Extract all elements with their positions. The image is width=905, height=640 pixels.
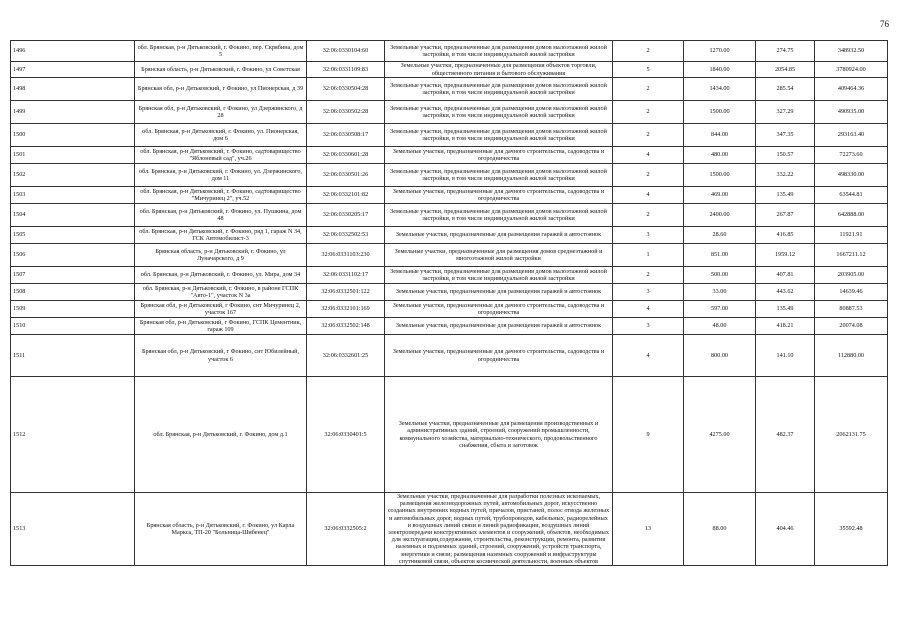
address-cell: обл. Брянская, р-н Дятьковский, г. Фокино, ул. Мира, дом 34 <box>135 267 307 284</box>
area-cell: 1500.00 <box>684 164 756 187</box>
specific-value-cell: 443.62 <box>756 284 815 301</box>
land-use-cell: Земельные участки, предназначенные для размещения домов малоэтажной жилой застройки, в том числе индивидуальной жилой застройки <box>385 164 613 187</box>
area-cell: 469.00 <box>684 187 756 204</box>
group-number-cell: 13 <box>613 493 684 566</box>
area-cell: 1434.00 <box>684 78 756 101</box>
row-number: 1509 <box>11 301 135 318</box>
row-number: 1508 <box>11 284 135 301</box>
group-number-cell: 3 <box>613 284 684 301</box>
specific-value-cell: 482.37 <box>756 377 815 493</box>
specific-value-cell: 135.49 <box>756 301 815 318</box>
row-number: 1496 <box>11 41 135 62</box>
page-number: 76 <box>880 19 889 29</box>
cadastral-number-cell: 32:06:0330508:17 <box>307 124 385 147</box>
address-cell: обл. Брянская, р-н Дятьковский, г. Фокино, ул. Пионерская, дом 6 <box>135 124 307 147</box>
cadastral-value-cell: 11921.91 <box>815 227 888 244</box>
specific-value-cell: 347.35 <box>756 124 815 147</box>
row-number: 1507 <box>11 267 135 284</box>
table-row <box>11 267 888 284</box>
area-cell: 800.00 <box>684 335 756 377</box>
area-cell: 480.00 <box>684 147 756 164</box>
row-number: 1513 <box>11 493 135 566</box>
row-number: 1512 <box>11 377 135 493</box>
row-number: 1503 <box>11 187 135 204</box>
cadastral-value-cell: 1667211.12 <box>815 244 888 267</box>
area-cell: 28.60 <box>684 227 756 244</box>
table-row <box>11 377 888 493</box>
specific-value-cell: 327.29 <box>756 101 815 124</box>
cadastral-value-cell: 642888.00 <box>815 204 888 227</box>
cadastral-number-cell: 32:06:0330205:17 <box>307 204 385 227</box>
cadastral-value-cell: 409464.36 <box>815 78 888 101</box>
address-cell: обл. Брянская, р-н Дятьковский, г. Фокино, ул. Пушкина, дом 48 <box>135 204 307 227</box>
table-row <box>11 164 888 187</box>
address-cell: обл. Брянская, р-н Дятьковский, г. Фокино, дом д.1 <box>135 377 307 493</box>
area-cell: 48.00 <box>684 318 756 335</box>
row-number: 1510 <box>11 318 135 335</box>
cadastral-value-cell: 14639.46 <box>815 284 888 301</box>
table-row <box>11 244 888 267</box>
row-number: 1504 <box>11 204 135 227</box>
area-cell: 1840.00 <box>684 62 756 78</box>
address-cell: Брянская обл, р-н Дятьковский, г Фокино, снт Мичуринец 2, участок 167 <box>135 301 307 318</box>
cadastral-number-cell: 32:06:0330401:5 <box>307 377 385 493</box>
area-cell: 4275.00 <box>684 377 756 493</box>
cadastral-number-cell: 32:06:0330104:60 <box>307 41 385 62</box>
registry-body <box>11 41 888 566</box>
land-use-cell: Земельные участки, предназначенные для дачного строительства, садоводства и огородничества <box>385 335 613 377</box>
cadastral-value-cell: 490935.00 <box>815 101 888 124</box>
address-cell: Брянская область, р-н Дятьковский, г. Фокино, ул Советская <box>135 62 307 78</box>
land-use-cell: Земельные участки, предназначенные для размещения домов малоэтажной жилой застройки, в том числе индивидуальной жилой застройки <box>385 78 613 101</box>
specific-value-cell: 135.49 <box>756 187 815 204</box>
cadastral-value-cell: 348932.50 <box>815 41 888 62</box>
land-use-cell: Земельные участки, предназначенные для размещения домов среднеэтажной и многоэтажной жилой застройки <box>385 244 613 267</box>
row-number: 1502 <box>11 164 135 187</box>
area-cell: 1270.00 <box>684 41 756 62</box>
cadastral-value-cell: 112880.00 <box>815 335 888 377</box>
group-number-cell: 2 <box>613 101 684 124</box>
cadastral-number-cell: 32:06:0332601:25 <box>307 335 385 377</box>
group-number-cell: 2 <box>613 204 684 227</box>
cadastral-number-cell: 32:06:0330504:28 <box>307 78 385 101</box>
address-cell: обл. Брянская, р-н Дятьковский, г. Фокино, ул. Дзержинского, дом 11 <box>135 164 307 187</box>
land-use-cell: Земельные участки, предназначенные для размещения домов малоэтажной жилой застройки, в том числе индивидуальной жилой застройки <box>385 41 613 62</box>
row-number: 1499 <box>11 101 135 124</box>
table-row <box>11 62 888 78</box>
table-row <box>11 301 888 318</box>
cadastral-value-cell: 63544.81 <box>815 187 888 204</box>
group-number-cell: 3 <box>613 227 684 244</box>
group-number-cell: 3 <box>613 318 684 335</box>
table-row <box>11 124 888 147</box>
land-use-cell: Земельные участки, предназначенные для размещения домов малоэтажной жилой застройки, в том числе индивидуальной жилой застройки <box>385 124 613 147</box>
land-use-cell: Земельные участки, предназначенные для размещения производственных и административных зданий, строений, сооружений промышленности, коммунального хозяйства, материально-технического, продовольственного снабжения, сбыта и заготовок <box>385 377 613 493</box>
group-number-cell: 4 <box>613 301 684 318</box>
specific-value-cell: 407.81 <box>756 267 815 284</box>
group-number-cell: 4 <box>613 147 684 164</box>
address-cell: обл. Брянская, р-н Дятьковский, г. Фокино, садтоварищество "Яблоневый сад", уч.26 <box>135 147 307 164</box>
row-number: 1511 <box>11 335 135 377</box>
group-number-cell: 4 <box>613 187 684 204</box>
row-number: 1497 <box>11 62 135 78</box>
row-number: 1500 <box>11 124 135 147</box>
specific-value-cell: 274.75 <box>756 41 815 62</box>
area-cell: 33.00 <box>684 284 756 301</box>
address-cell: Брянская область, р-н Дятьковский, г. Фокино, ул Карла Маркса, ТП-20 "Больница-Шибенец" <box>135 493 307 566</box>
row-number: 1501 <box>11 147 135 164</box>
cadastral-value-cell: 20074.08 <box>815 318 888 335</box>
area-cell: 597.00 <box>684 301 756 318</box>
land-use-cell: Земельные участки, предназначенные для размещения объектов торговли, общественного питания и бытового обслуживания <box>385 62 613 78</box>
specific-value-cell: 416.85 <box>756 227 815 244</box>
land-use-cell: Земельные участки, предназначенные для дачного строительства, садоводства и огородничества <box>385 147 613 164</box>
specific-value-cell: 267.87 <box>756 204 815 227</box>
group-number-cell: 1 <box>613 244 684 267</box>
cadastral-number-cell: 32:06:0332101:169 <box>307 301 385 318</box>
group-number-cell: 2 <box>613 41 684 62</box>
area-cell: 88.00 <box>684 493 756 566</box>
table-row <box>11 187 888 204</box>
cadastral-number-cell: 32:06:0332505:2 <box>307 493 385 566</box>
address-cell: Брянская обл, р-н Дятьковский, г Фокино, ул Дзержинского, д 28 <box>135 101 307 124</box>
land-use-cell: Земельные участки, предназначенные для размещения гаражей и автостоянок <box>385 284 613 301</box>
cadastral-number-cell: 32:06:0332502:53 <box>307 227 385 244</box>
cadastral-value-cell: 35592.48 <box>815 493 888 566</box>
land-use-cell: Земельные участки, предназначенные для размещения домов малоэтажной жилой застройки, в том числе индивидуальной жилой застройки <box>385 101 613 124</box>
group-number-cell: 9 <box>613 377 684 493</box>
specific-value-cell: 418.21 <box>756 318 815 335</box>
specific-value-cell: 150.57 <box>756 147 815 164</box>
cadastral-number-cell: 32:06:0330502:28 <box>307 101 385 124</box>
table-row <box>11 335 888 377</box>
cadastral-number-cell: 32:06:0332501:122 <box>307 284 385 301</box>
cadastral-number-cell: 32:06:0331102:17 <box>307 267 385 284</box>
group-number-cell: 2 <box>613 124 684 147</box>
land-use-cell: Земельные участки, предназначенные для размещения домов малоэтажной жилой застройки, в том числе индивидуальной жилой застройки <box>385 204 613 227</box>
cadastral-value-cell: 293163.40 <box>815 124 888 147</box>
cadastral-value-cell: 80887.53 <box>815 301 888 318</box>
cadastral-value-cell: 203905.00 <box>815 267 888 284</box>
group-number-cell: 4 <box>613 335 684 377</box>
table-row <box>11 204 888 227</box>
group-number-cell: 2 <box>613 164 684 187</box>
cadastral-value-cell: 72273.60 <box>815 147 888 164</box>
address-cell: Брянская область, р-н Дятьковский, г. Фокино, ул Луначарского, д 9 <box>135 244 307 267</box>
specific-value-cell: 332.22 <box>756 164 815 187</box>
address-cell: Брянская обл, р-н Дятьковский, г Фокино, ул Пионерская, д 39 <box>135 78 307 101</box>
group-number-cell: 2 <box>613 267 684 284</box>
land-use-cell: Земельные участки, предназначенные для дачного строительства, садоводства и огородничества <box>385 301 613 318</box>
specific-value-cell: 404.46 <box>756 493 815 566</box>
cadastral-value-cell: 498330.00 <box>815 164 888 187</box>
table-row <box>11 227 888 244</box>
cadastral-number-cell: 32:06:0331103:230 <box>307 244 385 267</box>
cadastral-value-cell: 3780924.00 <box>815 62 888 78</box>
group-number-cell: 5 <box>613 62 684 78</box>
specific-value-cell: 285.54 <box>756 78 815 101</box>
row-number: 1498 <box>11 78 135 101</box>
land-use-cell: Земельные участки, предназначенные для размещения домов малоэтажной жилой застройки, в том числе индивидуальной жилой застройки <box>385 267 613 284</box>
table-row <box>11 41 888 62</box>
cadastral-number-cell: 32:06:0331109:83 <box>307 62 385 78</box>
table-row <box>11 318 888 335</box>
row-number: 1506 <box>11 244 135 267</box>
area-cell: 2400.00 <box>684 204 756 227</box>
land-use-cell: Земельные участки, предназначенные для дачного строительства, садоводства и огородничества <box>385 187 613 204</box>
specific-value-cell: 2054.85 <box>756 62 815 78</box>
table-row <box>11 284 888 301</box>
table-row <box>11 147 888 164</box>
land-use-cell: Земельные участки, предназначенные для разработки полезных ископаемых, размещения железнодорожных путей, автомобильных дорог, искусственно созданных внутренних водных путей, причалов, пристаней, полос отвода железных и автомобильных дорог, водных путей, трубопроводов, кабельных, радиорелейных и воздушных линий связи и линий радиофикации, воздушных линий электропередачи конструктивных элементов и сооружений, объектов, необходимых для эксплуатации,содержания, строительства, реконструкции, ремонта, развития наземных и подземных зданий, строений, сооружений, устройств транспорта, энергетики и связи; размещения наземных сооружений и инфраструктуры спутниковой связи, объектов космической деятельности, военных объектов <box>385 493 613 566</box>
table-row <box>11 78 888 101</box>
address-cell: обл. Брянская, р-н Дятьковский, г. Фокино, в районе ГСПК "Авто-1", участок N 3а <box>135 284 307 301</box>
area-cell: 500.00 <box>684 267 756 284</box>
land-use-cell: Земельные участки, предназначенные для размещения гаражей и автостоянок <box>385 318 613 335</box>
specific-value-cell: 1959.12 <box>756 244 815 267</box>
cadastral-number-cell: 32:06:0330501:26 <box>307 164 385 187</box>
area-cell: 851.00 <box>684 244 756 267</box>
area-cell: 844.00 <box>684 124 756 147</box>
table-row <box>11 101 888 124</box>
land-use-cell: Земельные участки, предназначенные для размещения гаражей и автостоянок <box>385 227 613 244</box>
address-cell: обл. Брянская, р-н Дятьковский, г. Фокино, ряд 1, гараж N 34, ГСК Автомобилист-3 <box>135 227 307 244</box>
cadastral-value-cell: 2062131.75 <box>815 377 888 493</box>
specific-value-cell: 141.10 <box>756 335 815 377</box>
address-cell: Брянская обл, р-н Дятьковский, г Фокино, снт Юбилейный, участок 6 <box>135 335 307 377</box>
address-cell: Брянская обл, р-н Дятьковский, г Фокино, ГСПК Цементник, гараж 109 <box>135 318 307 335</box>
group-number-cell: 2 <box>613 78 684 101</box>
area-cell: 1500.00 <box>684 101 756 124</box>
cadastral-number-cell: 32:06:0330601:28 <box>307 147 385 164</box>
address-cell: обл. Брянская, р-н Дятьковский, г. Фокино, пер. Скрябина, дом 5 <box>135 41 307 62</box>
address-cell: обл. Брянская, р-н Дятьковский, г. Фокино, садтоварищество "Мичуринец 2", уч.52 <box>135 187 307 204</box>
cadastral-number-cell: 32:06:0332101:82 <box>307 187 385 204</box>
table-row <box>11 493 888 566</box>
land-registry-table <box>10 40 888 566</box>
cadastral-number-cell: 32:06:0332502:148 <box>307 318 385 335</box>
row-number: 1505 <box>11 227 135 244</box>
